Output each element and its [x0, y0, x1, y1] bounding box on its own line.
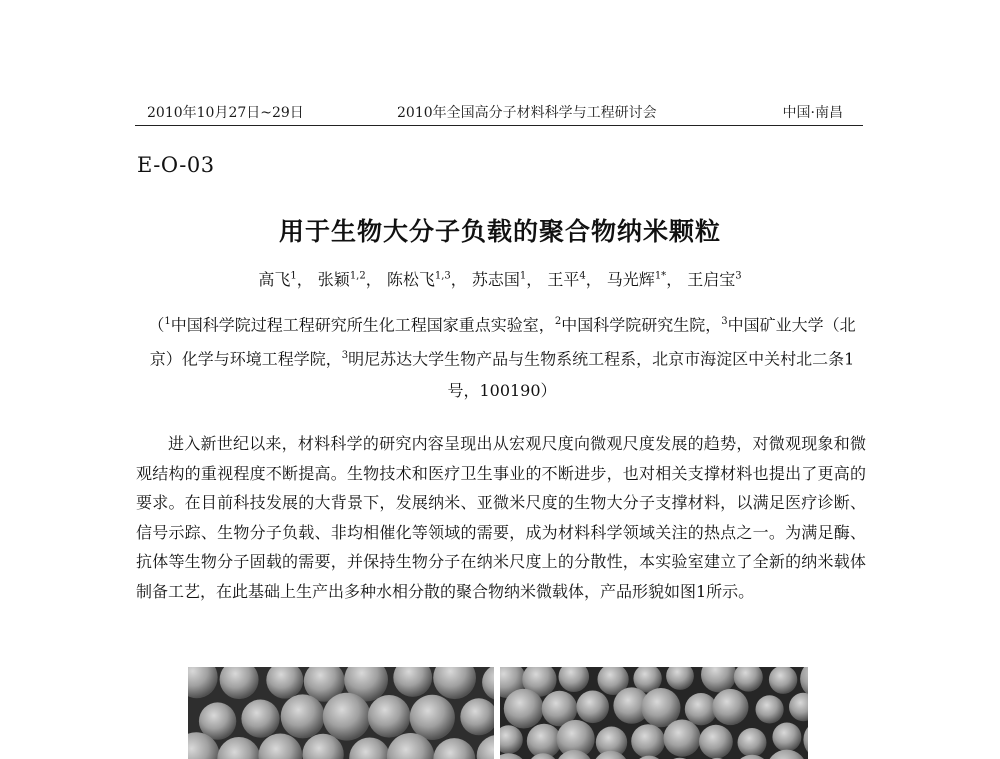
author-affil-sup: 1 — [519, 270, 527, 282]
sem-particle — [258, 734, 302, 759]
sem-particle — [699, 725, 733, 759]
sem-particle — [685, 693, 717, 725]
sem-particle — [500, 753, 528, 759]
author: 王启宝 — [687, 270, 736, 289]
affil-open-paren: （ — [148, 315, 165, 335]
sem-particle — [576, 691, 609, 724]
sem-particle — [559, 667, 590, 692]
affil-sup: 3 — [341, 350, 349, 362]
author-affil-sup: 1* — [654, 270, 667, 282]
sem-particles-right — [500, 667, 808, 759]
sem-particle — [803, 720, 808, 759]
sem-particle — [664, 720, 701, 757]
author: 王平 — [547, 270, 580, 289]
affiliation-3: 中国矿业大学（北京）化学与环境工程学院， — [149, 315, 856, 369]
sem-image-left — [188, 667, 494, 759]
sem-particle — [349, 738, 390, 759]
sem-particle — [738, 728, 767, 757]
body-paragraph: 进入新世纪以来，材料科学的研究内容呈现出从宏观尺度向微观尺度发展的趋势，对微观现象和微观结构的重视程度不断提高。生物技术和医疗卫生事业的不断进步，也对相关支撑材料也提出了更高的要求。在目前科技发展的大背景下，发展纳米、亚微米尺度的生物大分子支撑材料，以满足医疗诊断、信号示踪、生物分子负载、非均相催化等领域的需要，成为材料科学领域关注的热点之一。为满足酶、抗体等生物分子固载的需要，并保持生物分子在纳米尺度上的分散性，本实验室建立了全新的纳米载体制备工艺，在此基础上生产出多种水相分散的聚合物纳米微载体，产品形貌如图1所示。 — [136, 434, 866, 601]
header-date: 2010年10月27日~29日 — [147, 105, 304, 121]
paper-code: E-O-03 — [137, 153, 215, 177]
sem-image-right — [500, 667, 808, 759]
sem-particle — [804, 755, 809, 759]
affil-sup: 2 — [554, 316, 562, 327]
sem-particle — [220, 667, 259, 699]
author: 苏志国 — [471, 270, 520, 289]
sem-particle — [482, 667, 494, 701]
sem-particle — [323, 693, 371, 741]
sem-particle — [504, 689, 544, 729]
affiliation-1: 中国科学院过程工程研究所生化工程国家重点实验室， — [170, 315, 555, 335]
sem-particle — [712, 689, 748, 725]
author: 张颖 — [317, 270, 350, 289]
author: 马光辉 — [606, 270, 655, 289]
sem-particle — [460, 698, 494, 735]
author-affil-sup: 1,2 — [349, 270, 366, 282]
sem-particle — [767, 750, 807, 759]
author-affil-sup: 4 — [579, 270, 586, 282]
sem-particle — [433, 738, 475, 759]
author: 陈松飞 — [386, 270, 435, 289]
affil-sup: 1 — [164, 316, 171, 327]
sem-particle — [241, 700, 279, 738]
figure-1-sem-images — [188, 667, 808, 759]
affiliation-4: 明尼苏达大学生物产品与生物系统工程系，北京市海淀区中关村北二条1号，100190） — [348, 349, 855, 400]
sem-particle — [772, 723, 801, 752]
sem-particle — [769, 667, 797, 694]
header-conference: 2010年全国高分子材料科学与工程研讨会 — [397, 105, 657, 121]
sem-particle — [217, 737, 260, 759]
sem-particle — [477, 735, 494, 759]
running-header — [135, 100, 863, 124]
author: 高飞 — [258, 270, 291, 289]
affil-sup: 3 — [721, 316, 728, 327]
author-list: 高飞$^1$， 张颖$^{1,2}$， 陈松飞$^{1,3}$， 苏志国$^1$， 王平$^4$， 马光辉$^{1*}$， 王启宝$^3$ — [258, 270, 742, 289]
sem-particle — [368, 695, 411, 738]
author-affil-sup: 1 — [290, 270, 297, 282]
author-affil-sup: 1,3 — [434, 270, 451, 282]
sem-particle — [633, 756, 665, 759]
sem-particle — [756, 695, 784, 723]
sem-particle — [734, 755, 771, 759]
affiliation-2: 中国科学院研究生院， — [561, 315, 722, 335]
sem-particle — [666, 667, 694, 690]
header-location: 中国·南昌 — [782, 105, 843, 121]
affiliations — [140, 306, 864, 406]
sem-particles-left — [188, 667, 494, 759]
paper-title: 用于生物大分子负载的聚合物纳米颗粒 — [278, 217, 721, 246]
sem-particle — [188, 667, 218, 698]
sem-particle — [527, 724, 562, 759]
sem-particle — [433, 667, 476, 699]
sem-particle — [410, 695, 455, 740]
sem-particle — [631, 724, 665, 758]
sem-particle — [266, 667, 303, 699]
sem-particle — [734, 667, 763, 692]
sem-particle — [789, 693, 808, 721]
author-affil-sup: 3 — [735, 270, 742, 282]
sem-particle — [500, 725, 523, 754]
header-rule — [135, 125, 863, 126]
sem-particle — [701, 667, 736, 692]
sem-particle — [281, 694, 325, 738]
sem-particle — [393, 667, 432, 697]
